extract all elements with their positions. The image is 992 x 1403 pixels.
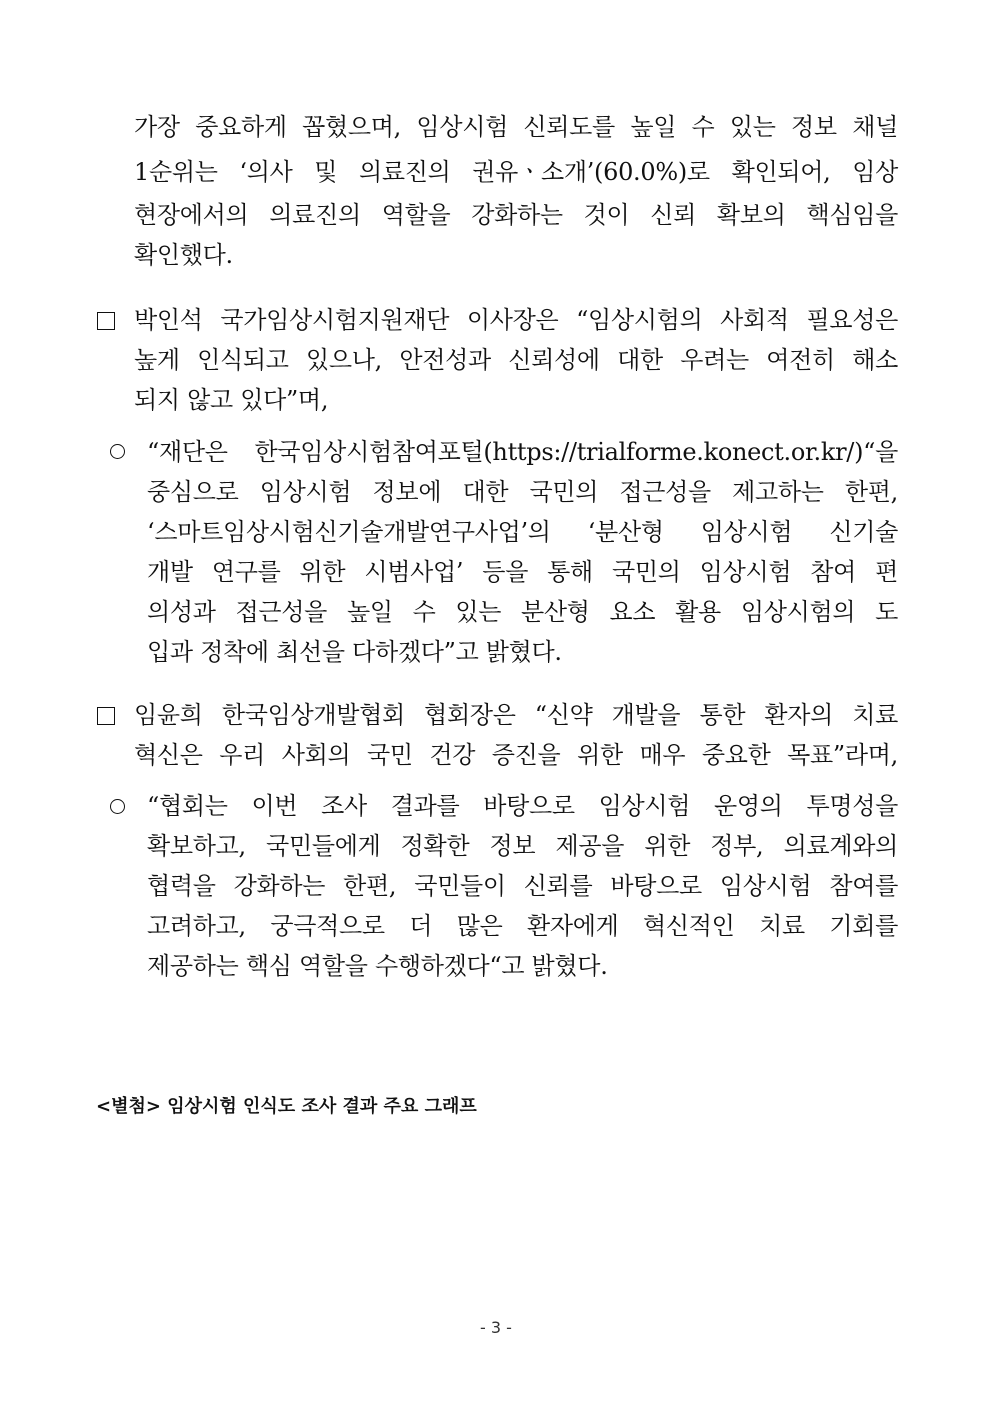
section-1-bullet-line-1: “재단은 한국임상시험참여포털(https://trialforme.konect.or.kr/)“을 xyxy=(147,438,898,466)
section-1-bullet-line-6: 입과 정착에 최선을 다하겠다”고 밝혔다. xyxy=(147,638,562,666)
intro-line-2: 1순위는 ‘의사 및 의료진의 권유ㆍ소개’(60.0%)로 확인되어, 임상 xyxy=(134,158,898,186)
section-1-bullet-line-4: 개발 연구를 위한 시범사업’ 등을 통해 국민의 임상시험 참여 편 xyxy=(147,558,898,586)
section-2-bullet-line-3: 협력을 강화하는 한편, 국민들이 신뢰를 바탕으로 임상시험 참여를 xyxy=(147,872,898,900)
intro-line-1: 가장 중요하게 꼽혔으며, 임상시험 신뢰도를 높일 수 있는 정보 채널 xyxy=(134,113,898,141)
section-2-bullet-line-4: 고려하고, 궁극적으로 더 많은 환자에게 혁신적인 치료 기회를 xyxy=(147,912,898,940)
attachment-label: <별첨> 임상시험 인식도 조사 결과 주요 그래프 xyxy=(96,1096,477,1117)
section-2-bullet-line-5: 제공하는 핵심 역할을 수행하겠다“고 밝혔다. xyxy=(147,952,608,980)
section-1-checkbox-marker xyxy=(97,312,115,330)
page-number: - 3 - xyxy=(480,1318,512,1337)
section-1-bullet-line-3: ‘스마트임상시험신기술개발연구사업’의 ‘분산형 임상시험 신기술 xyxy=(147,518,898,546)
section-2-line-2: 혁신은 우리 사회의 국민 건강 증진을 위한 매우 중요한 목표”라며, xyxy=(134,741,898,769)
section-2-bullet-line-2: 확보하고, 국민들에게 정확한 정보 제공을 위한 정부, 의료계와의 xyxy=(147,832,898,860)
section-2-bullet-line-1: “협회는 이번 조사 결과를 바탕으로 임상시험 운영의 투명성을 xyxy=(147,792,898,820)
intro-line-4: 확인했다. xyxy=(134,241,233,269)
section-1-line-2: 높게 인식되고 있으나, 안전성과 신뢰성에 대한 우려는 여전히 해소 xyxy=(134,346,898,374)
section-2-line-1: 임윤희 한국임상개발협회 협회장은 “신약 개발을 통한 환자의 치료 xyxy=(134,701,898,729)
section-1-bullet-marker xyxy=(110,444,125,459)
section-1-line-1: 박인석 국가임상시험지원재단 이사장은 “임상시험의 사회적 필요성은 xyxy=(134,306,898,334)
section-2-bullet-marker xyxy=(110,799,125,814)
section-1-bullet-line-2: 중심으로 임상시험 정보에 대한 국민의 접근성을 제고하는 한편, xyxy=(147,478,898,506)
section-1-line-3: 되지 않고 있다”며, xyxy=(134,386,329,414)
section-2-checkbox-marker xyxy=(97,707,115,725)
section-1-bullet-line-5: 의성과 접근성을 높일 수 있는 분산형 요소 활용 임상시험의 도 xyxy=(147,598,898,626)
intro-line-3: 현장에서의 의료진의 역할을 강화하는 것이 신뢰 확보의 핵심임을 xyxy=(134,201,898,229)
